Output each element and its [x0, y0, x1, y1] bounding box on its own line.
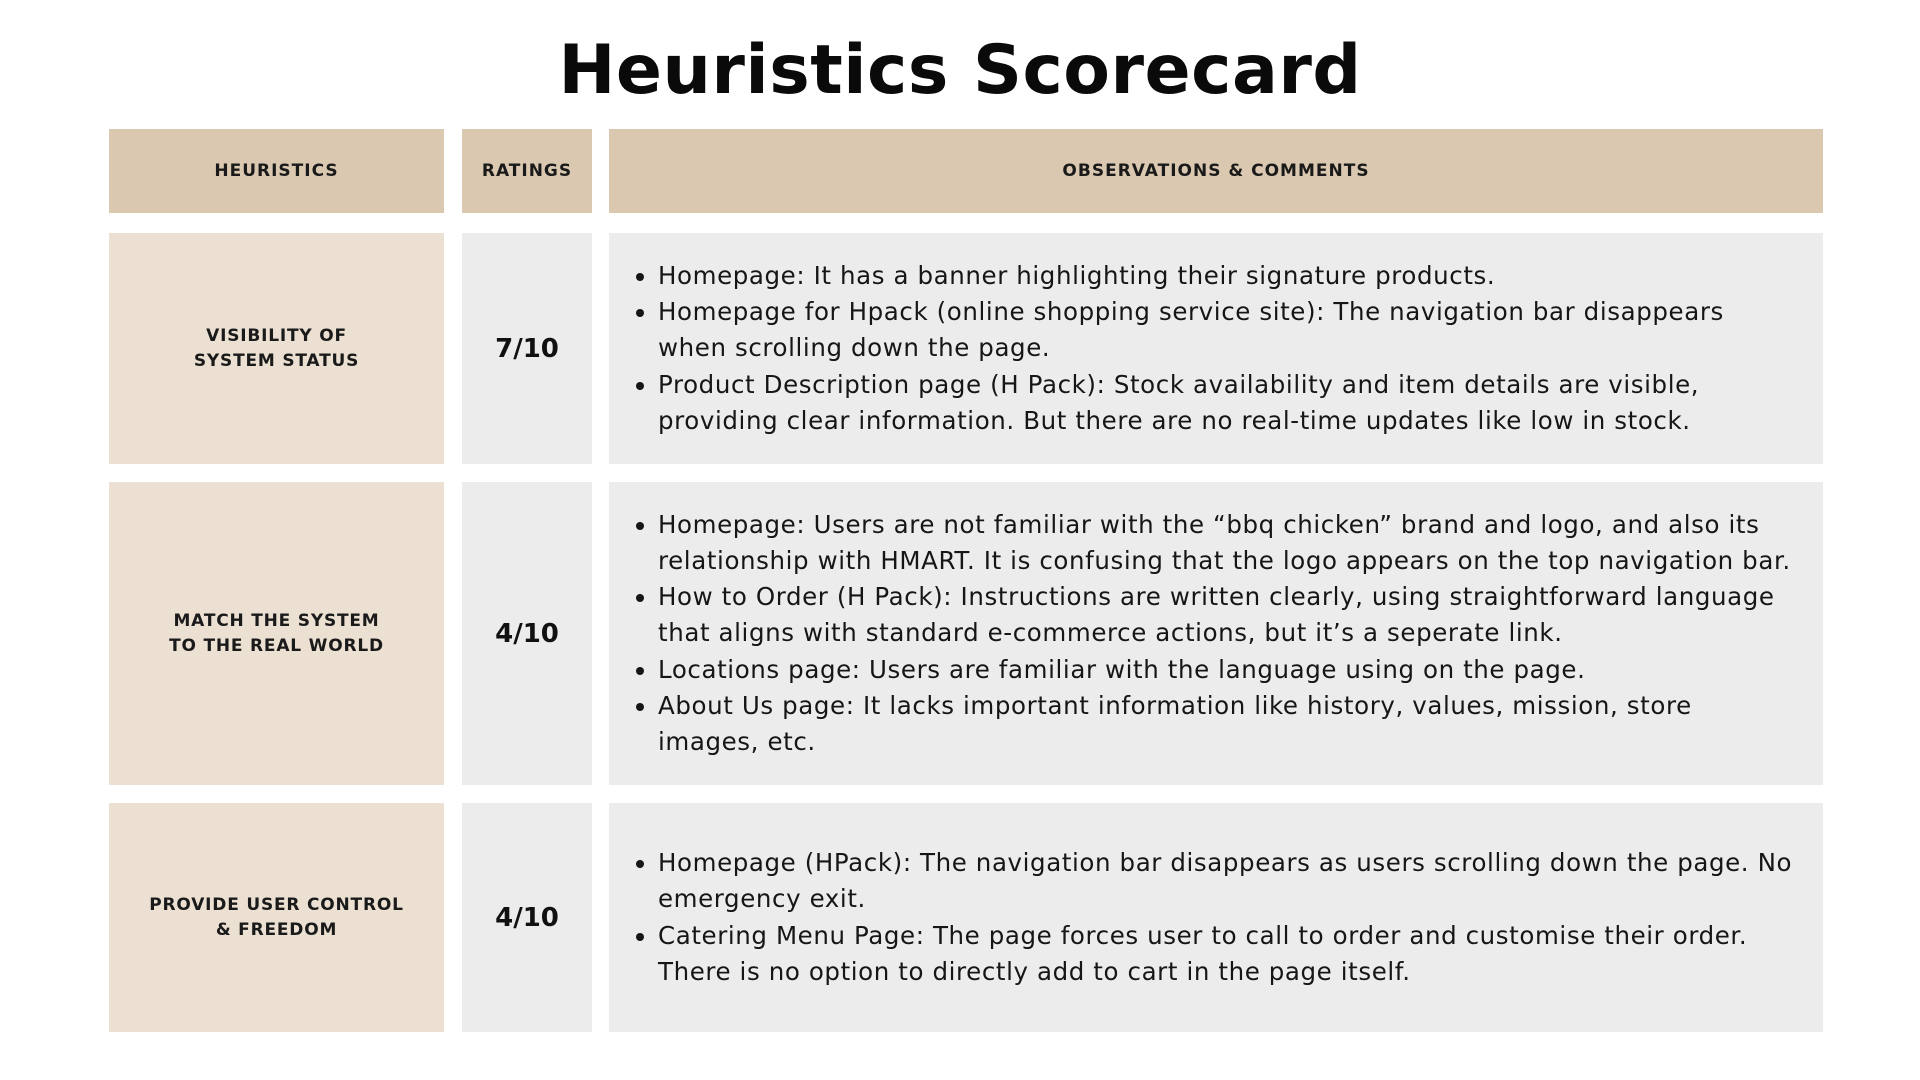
observations-cell	[609, 803, 1823, 1032]
rating-cell: 4/10	[462, 482, 592, 785]
observations-list	[631, 258, 1799, 439]
observation-item: • Locations page: Users are familiar with the language using on the page.	[658, 652, 1799, 688]
observation-item: • Homepage: Users are not familiar with the “bbq chicken” brand and logo, and also its relationship with HMART. It is confusing that the logo appears on the top navigation bar.	[658, 507, 1799, 579]
observation-item: • Catering Menu Page: The page forces user to call to order and customise their order. There is no option to directly add to cart in the page itself.	[658, 918, 1799, 990]
heuristic-label: VISIBILITY OF	[206, 325, 347, 346]
observations-cell	[609, 233, 1823, 464]
rating-cell: 4/10	[462, 803, 592, 1032]
observations-cell	[609, 482, 1823, 785]
header-observations: OBSERVATIONS & COMMENTS	[609, 129, 1823, 213]
observation-item: • How to Order (H Pack): Instructions are written clearly, using straightforward language that aligns with standard e-commerce actions, but it’s a seperate link.	[658, 579, 1799, 651]
observation-item: • Homepage (HPack): The navigation bar disappears as users scrolling down the page. No emergency exit.	[658, 845, 1799, 917]
header-heuristics: HEURISTICS	[109, 129, 444, 213]
heuristic-cell	[109, 233, 444, 464]
heuristic-cell	[109, 482, 444, 785]
observations-list	[631, 507, 1799, 760]
observation-item: • About Us page: It lacks important information like history, values, mission, store images, etc.	[658, 688, 1799, 760]
heuristic-label: TO THE REAL WORLD	[169, 635, 384, 656]
heuristic-label: & FREEDOM	[215, 919, 338, 940]
header-ratings: RATINGS	[462, 129, 592, 213]
heuristic-cell	[109, 803, 444, 1032]
page-title: Heuristics Scorecard	[558, 31, 1362, 110]
observations-list	[631, 845, 1799, 990]
heuristic-label: SYSTEM STATUS	[193, 350, 360, 371]
heuristic-label: MATCH THE SYSTEM	[173, 610, 380, 631]
rating-cell: 7/10	[462, 233, 592, 464]
observation-item: • Homepage: It has a banner highlighting their signature products.	[658, 258, 1799, 294]
observation-item: • Product Description page (H Pack): Stock availability and item details are visible, providing clear information. But there are no real-time updates like low in stock.	[658, 367, 1799, 439]
heuristic-label: PROVIDE USER CONTROL	[149, 894, 404, 915]
observation-item: • Homepage for Hpack (online shopping service site): The navigation bar disappears when scrolling down the page.	[658, 294, 1799, 366]
